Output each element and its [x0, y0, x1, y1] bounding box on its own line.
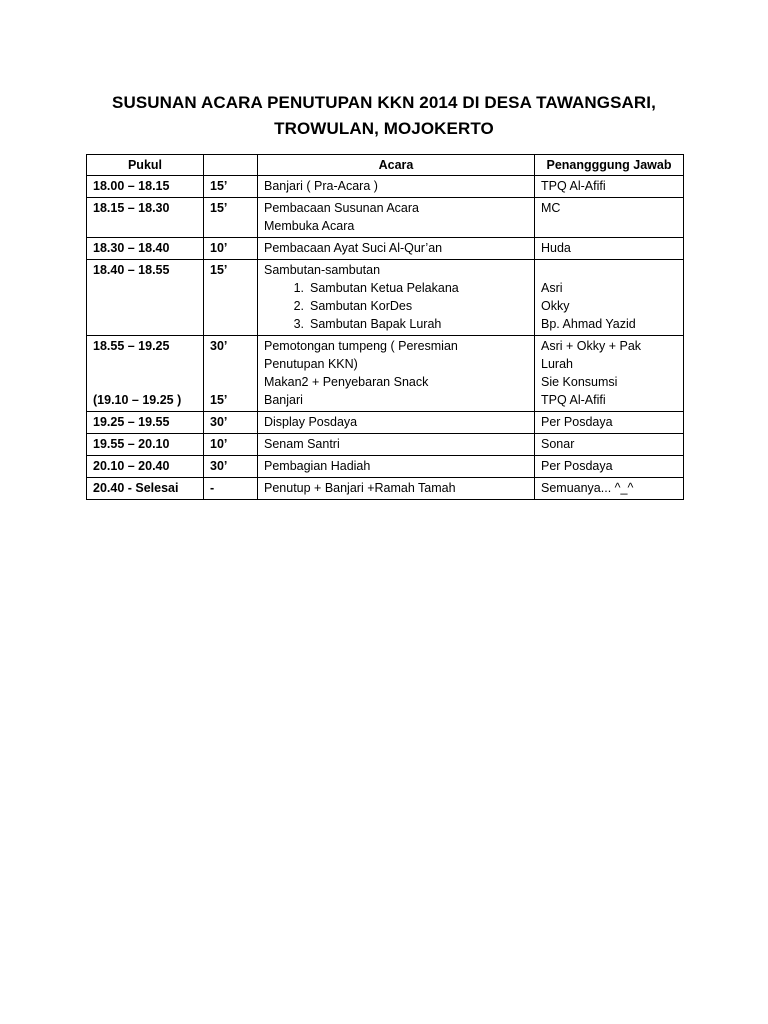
- acara-line: Penutupan KKN): [264, 357, 358, 371]
- cell-durasi: 15’: [204, 260, 258, 336]
- cell-spacer: [541, 261, 677, 279]
- cell-pukul: [87, 336, 204, 412]
- cell-durasi: 10’: [204, 434, 258, 456]
- cell-acara: [258, 198, 535, 238]
- cell-acara: Penutup + Banjari +Ramah Tamah: [258, 478, 535, 500]
- cell-penanggung-jawab: Semuanya... ^_^: [535, 478, 684, 500]
- list-item: [293, 297, 528, 315]
- cell-penanggung-jawab: MC: [535, 198, 684, 238]
- table-row: [87, 260, 684, 336]
- table-row: [87, 238, 684, 260]
- table-header-row: [87, 155, 684, 176]
- pukul-line: 18.55 – 19.25: [93, 339, 170, 353]
- header-pukul: Pukul: [87, 155, 204, 176]
- header-durasi: [204, 155, 258, 176]
- durasi-line: 30’: [210, 339, 228, 353]
- list-item-number: 3.: [293, 317, 304, 331]
- cell-durasi: 10’: [204, 238, 258, 260]
- cell-spacer: [210, 373, 251, 391]
- cell-acara: [258, 336, 535, 412]
- pj-line: Okky: [541, 299, 570, 313]
- pj-line: Asri: [541, 281, 563, 295]
- cell-durasi: 15’: [204, 176, 258, 198]
- table-row: [87, 456, 684, 478]
- cell-durasi: -: [204, 478, 258, 500]
- cell-penanggung-jawab: Per Posdaya: [535, 456, 684, 478]
- acara-line: Sambutan-sambutan: [264, 263, 381, 277]
- cell-durasi: 15’: [204, 198, 258, 238]
- header-acara: Acara: [258, 155, 535, 176]
- cell-pukul: 18.30 – 18.40: [87, 238, 204, 260]
- cell-penanggung-jawab: Huda: [535, 238, 684, 260]
- list-item-label: Sambutan Bapak Lurah: [310, 317, 442, 331]
- cell-durasi: 30’: [204, 412, 258, 434]
- pj-line: TPQ Al-Afifi: [541, 393, 606, 407]
- pj-line: Sie Konsumsi: [541, 375, 618, 389]
- table-row: [87, 478, 684, 500]
- cell-pukul: 18.40 – 18.55: [87, 260, 204, 336]
- acara-line: Makan2 + Penyebaran Snack: [264, 375, 429, 389]
- sambutan-list: [264, 279, 528, 333]
- cell-durasi: [204, 336, 258, 412]
- cell-penanggung-jawab: TPQ Al-Afifi: [535, 176, 684, 198]
- header-penanggung-jawab: Penangggung Jawab: [535, 155, 684, 176]
- table-row: [87, 434, 684, 456]
- title-line-1: SUSUNAN ACARA PENUTUPAN KKN 2014 DI DESA TAWANGSARI,: [112, 93, 656, 112]
- title-line-2: TROWULAN, MOJOKERTO: [274, 119, 494, 138]
- cell-pukul: 18.00 – 18.15: [87, 176, 204, 198]
- list-item-number: 1.: [293, 281, 304, 295]
- list-item-label: Sambutan KorDes: [310, 299, 413, 313]
- pj-line: Asri + Okky + Pak: [541, 339, 642, 353]
- cell-pukul: 20.10 – 20.40: [87, 456, 204, 478]
- cell-penanggung-jawab: Sonar: [535, 434, 684, 456]
- list-item-number: 2.: [293, 299, 304, 313]
- cell-penanggung-jawab: [535, 336, 684, 412]
- cell-spacer: [210, 355, 251, 373]
- cell-durasi: 30’: [204, 456, 258, 478]
- cell-pukul: 19.25 – 19.55: [87, 412, 204, 434]
- document-title: [0, 90, 768, 142]
- list-item-label: Sambutan Ketua Pelakana: [310, 281, 459, 295]
- table-row: [87, 198, 684, 238]
- cell-acara: Banjari ( Pra-Acara ): [258, 176, 535, 198]
- pj-line: Bp. Ahmad Yazid: [541, 317, 636, 331]
- cell-acara: Senam Santri: [258, 434, 535, 456]
- cell-pukul: 19.55 – 20.10: [87, 434, 204, 456]
- durasi-line: 15’: [210, 393, 228, 407]
- cell-spacer: [93, 373, 197, 391]
- cell-pukul: 20.40 - Selesai: [87, 478, 204, 500]
- list-item: [293, 315, 528, 333]
- acara-line: Pembacaan Susunan Acara: [264, 201, 419, 215]
- cell-acara: Pembagian Hadiah: [258, 456, 535, 478]
- cell-penanggung-jawab: Per Posdaya: [535, 412, 684, 434]
- table-row: [87, 336, 684, 412]
- cell-spacer: [93, 355, 197, 373]
- acara-line: Banjari: [264, 393, 303, 407]
- table-row: [87, 412, 684, 434]
- cell-penanggung-jawab: [535, 260, 684, 336]
- schedule-table: [86, 154, 684, 500]
- table-row: [87, 176, 684, 198]
- list-item: [293, 279, 528, 297]
- pukul-line: (19.10 – 19.25 ): [93, 393, 182, 407]
- acara-line: Pemotongan tumpeng ( Peresmian: [264, 339, 458, 353]
- cell-acara: Pembacaan Ayat Suci Al-Qur’an: [258, 238, 535, 260]
- pj-line: Lurah: [541, 357, 573, 371]
- cell-acara: Display Posdaya: [258, 412, 535, 434]
- acara-line: Membuka Acara: [264, 219, 355, 233]
- cell-acara: [258, 260, 535, 336]
- cell-pukul: 18.15 – 18.30: [87, 198, 204, 238]
